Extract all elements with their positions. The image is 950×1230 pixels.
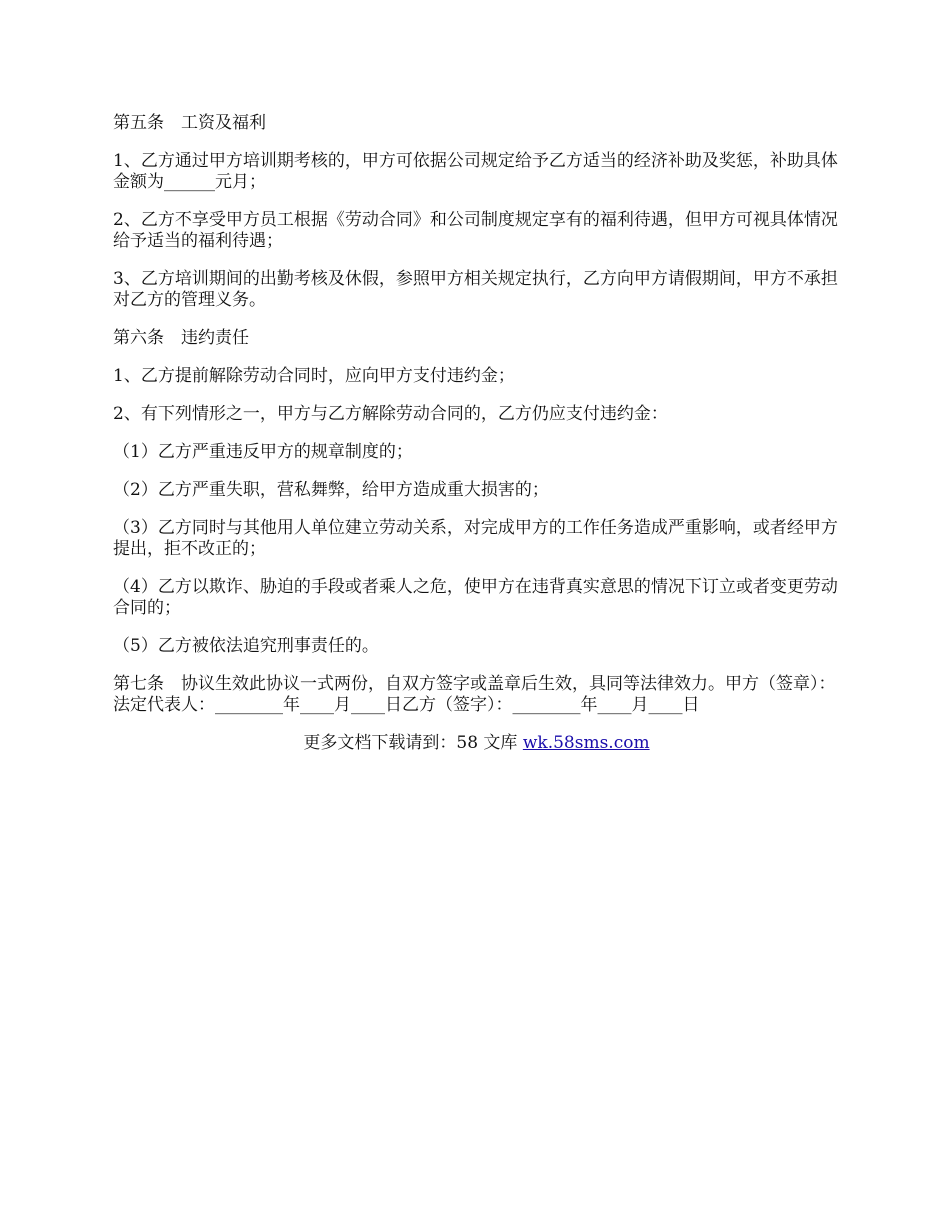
footer-link[interactable]: wk.58sms.com: [522, 733, 650, 753]
download-footer: [113, 733, 840, 754]
clause-item-5: （5）乙方被依法追究刑事责任的。: [113, 636, 379, 656]
clause-item-2: （2）乙方严重失职，营私舞弊，给甲方造成重大损害的；: [113, 480, 549, 500]
clause-item-3: （3）乙方同时与其他用人单位建立劳动关系，对完成甲方的工作任务造成严重影响，或者经甲方提出，拒不改正的；: [113, 518, 838, 559]
document-page: [113, 113, 840, 771]
section-7-paragraph: 第七条 协议生效此协议一式两份，自双方签字或盖章后生效，具同等法律效力。甲方（签章）：法定代表人：________年____月____日乙方（签字）：________年____月____日: [113, 674, 836, 715]
clause-item-1: （1）乙方严重违反甲方的规章制度的；: [113, 442, 413, 462]
paragraph-6-2: 2、有下列情形之一，甲方与乙方解除劳动合同的，乙方仍应支付违约金：: [113, 404, 668, 424]
clause-item-4: （4）乙方以欺诈、胁迫的手段或者乘人之危，使甲方在违背真实意思的情况下订立或者变更劳动合同的；: [113, 577, 838, 618]
section-6-heading: 第六条 违约责任: [113, 328, 249, 348]
paragraph-5-2: 2、乙方不享受甲方员工根据《劳动合同》和公司制度规定享有的福利待遇，但甲方可视具体情况给予适当的福利待遇；: [113, 210, 838, 251]
section-5-heading: 第五条 工资及福利: [113, 113, 266, 133]
paragraph-5-3: 3、乙方培训期间的出勤考核及休假，参照甲方相关规定执行，乙方向甲方请假期间，甲方不承担对乙方的管理义务。: [113, 269, 838, 310]
paragraph-5-1: 1、乙方通过甲方培训期考核的，甲方可依据公司规定给予乙方适当的经济补助及奖惩，补助具体金额为______元月；: [113, 151, 838, 192]
paragraph-6-1: 1、乙方提前解除劳动合同时，应向甲方支付违约金；: [113, 366, 515, 386]
footer-prefix: 更多文档下载请到：58 文库: [303, 733, 523, 753]
